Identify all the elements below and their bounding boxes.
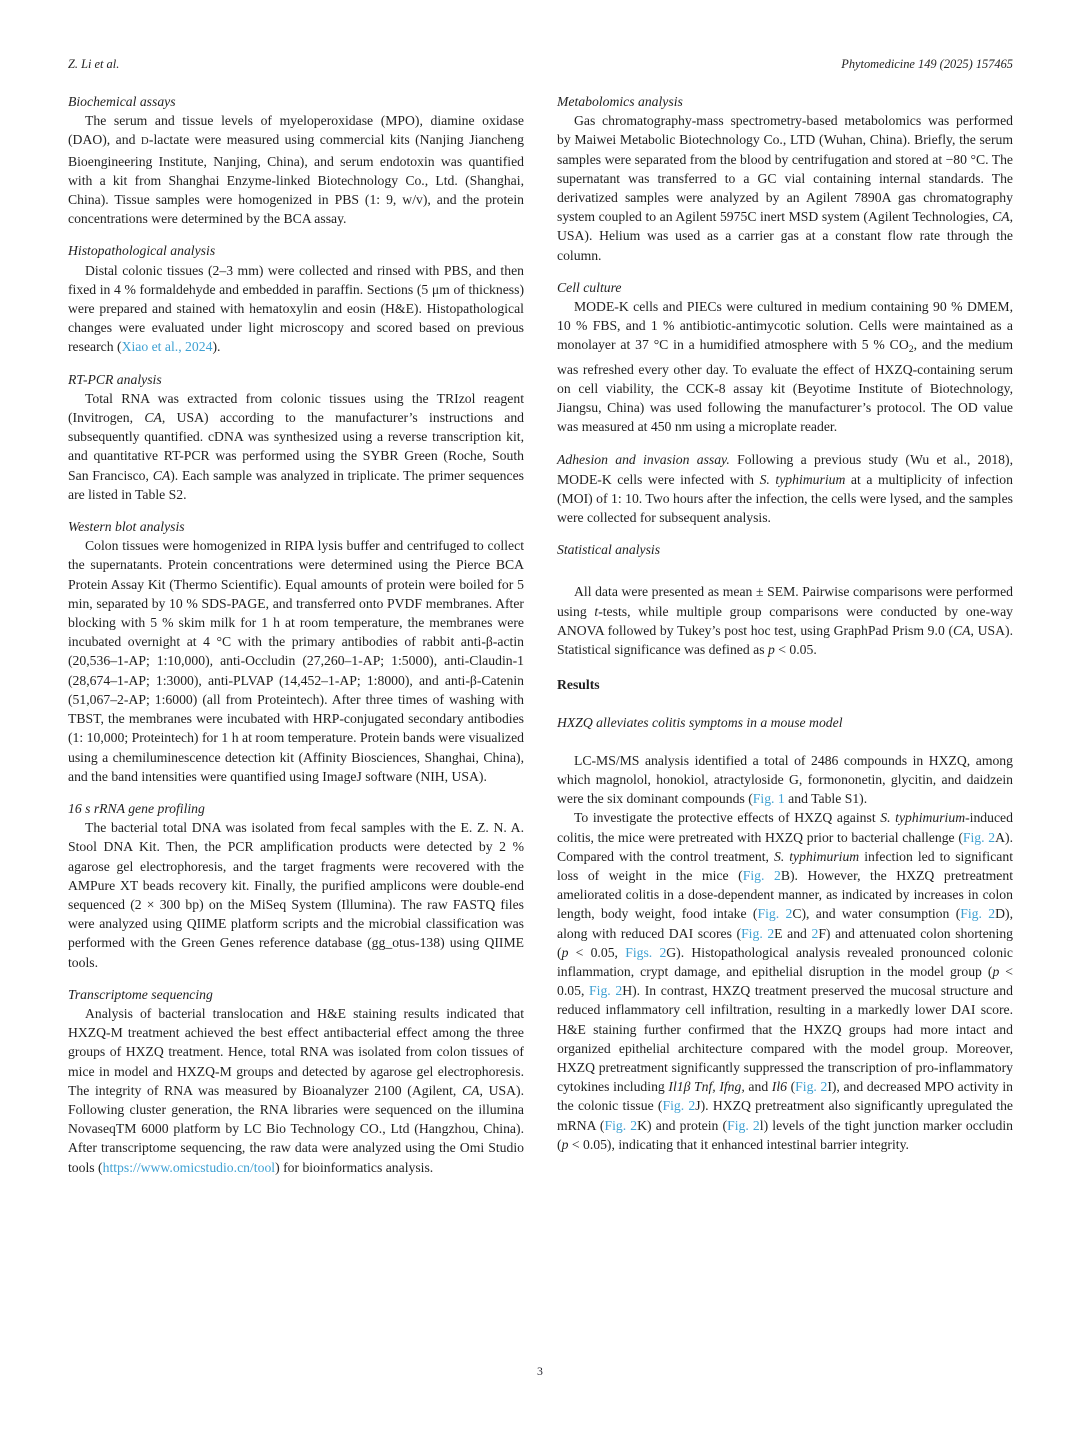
running-head-journal: Phytomedicine 149 (2025) 157465 xyxy=(841,57,1013,71)
text-segment: , USA). Statistical significance was defined as xyxy=(557,622,1013,658)
text-segment: < 0.05), indicating that it enhanced intestinal barrier integrity. xyxy=(568,1136,909,1152)
text-segment: CA xyxy=(992,209,1010,225)
figure-2g-link[interactable]: Figs. 2 xyxy=(625,944,667,960)
paragraph xyxy=(68,536,524,786)
paragraph xyxy=(557,751,1013,809)
text-segment: H). In contrast, HXZQ treatment preserved the mucosal structure and reduced inflammatory cell infiltration, resulting in a markedly lower DAI score. H&E staining further confirmed that the HXZQ groups had more intact and organized epithelial architecture compared with the model group. Moreover, HXZQ pretreatment significantly suppressed the transcription of pro-inflammatory cytokines including xyxy=(557,983,1013,1095)
text-segment: Adhesion and invasion assay. xyxy=(557,452,730,468)
figure-2i-link[interactable]: Fig. 2 xyxy=(795,1079,828,1095)
paragraph xyxy=(557,450,1013,527)
text-segment: S. typhimurium xyxy=(880,810,966,826)
text-segment: J). HXZQ pretreatment also significantly upregulated the mRNA ( xyxy=(557,1098,1014,1133)
paragraph xyxy=(557,808,1013,1154)
text-segment: -induced colitis, the mice were pretreated with HXZQ prior to bacterial challenge ( xyxy=(557,810,1013,845)
text-segment: , USA). Following cluster generation, the RNA libraries were sequenced on the illumina NovaseqTM 6000 platform by LC Bio Technology CO., Ltd (Hangzhou, China). After transcriptome sequencing, the raw data were analyzed using the Omi Studio tools ( xyxy=(68,1082,524,1175)
text-segment: and Table S1). xyxy=(784,791,868,807)
text-segment: Il6 xyxy=(771,1079,787,1095)
text-segment: CA xyxy=(953,622,971,638)
figure-2f-link[interactable]: 2 xyxy=(811,925,819,941)
text-segment: -lactate were measured using commercial kits (Nanjing Jiancheng Bioengineering Institute, Nanjing, China), and serum endotoxin was quantified with a kit from Shanghai Enzyme-linked Biotechnology Co., Ltd. (Shanghai, China). Tissue samples were homogenized in PBS (1: 9, w/v), and the protein concentrations were determined by the BCA assay. xyxy=(68,132,524,227)
figure-1-link[interactable]: Fig. 1 xyxy=(752,791,785,807)
text-segment: and xyxy=(744,1079,772,1095)
text-segment: LC-MS/MS analysis identified a total of 2486 compounds in HXZQ, among which magnolol, honokiol, atractyloside G, formononetin, glycitin, and daidzein were the six dominant compounds ( xyxy=(557,752,1013,807)
figure-2h-link[interactable]: Fig. 2 xyxy=(589,983,623,999)
column-right xyxy=(557,92,1013,1177)
text-segment: infection led to significant loss of weight in the mice ( xyxy=(557,848,1014,883)
section-heading: Western blot analysis xyxy=(68,519,185,535)
text-segment: p xyxy=(992,963,1000,979)
text-segment: , USA) according to the manufacturer’s instructions and subsequently quantified. cDNA was synthesized using a reverse transcription kit, and quantitative RT-PCR was performed using the SYBR Green (Roche, South San Francisco, xyxy=(68,410,525,483)
paragraph xyxy=(68,261,524,357)
text-segment: ) for bioinformatics analysis. xyxy=(275,1159,434,1175)
text-segment: C), and water consumption ( xyxy=(792,906,961,922)
paragraph xyxy=(68,389,524,504)
section-heading: Statistical analysis xyxy=(557,542,661,558)
text-segment: A). Compared with the control treatment, xyxy=(557,829,1013,864)
external-link-omicstudio[interactable]: https://www.omicstudio.cn/tool xyxy=(102,1159,276,1175)
text-segment: E and xyxy=(774,925,812,941)
section-heading: Biochemical assays xyxy=(68,94,176,109)
text-segment: D xyxy=(140,135,149,148)
text-segment: ( xyxy=(787,1079,796,1095)
text-segment: Il1β Tnf, Ifng, xyxy=(668,1079,745,1095)
text-segment: -tests, while multiple group comparisons were conducted by one-way ANOVA followed by Tukey’s post hoc test, using GraphPad Prism 9.0 ( xyxy=(557,603,1013,638)
text-segment: < 0.05, xyxy=(568,944,626,960)
citation-xiao-2024[interactable]: Xiao et al., 2024 xyxy=(121,339,213,355)
section-heading: HXZQ alleviates colitis symptoms in a mouse model xyxy=(557,715,843,731)
text-segment: at a multiplicity of infection (MOI) of 1: 10. Two hours after the infection, the cells were lysed, and the samples were collected for subsequent analysis. xyxy=(557,471,1013,526)
text-segment: The serum and tissue levels of myeloperoxidase (MPO), diamine oxidase (DAO), and xyxy=(68,113,524,148)
paragraph xyxy=(557,297,1013,436)
text-segment: p xyxy=(767,642,775,658)
text-segment: All data were presented as mean ± SEM. Pairwise comparisons were performed using xyxy=(557,584,1013,619)
text-segment: < 0.05, xyxy=(557,963,1013,999)
paragraph xyxy=(557,582,1013,659)
text-segment: p xyxy=(561,1136,569,1152)
text-segment: G). Histopathological analysis revealed pronounced colonic inflammation, crypt damage, and epithelial disruption in the model group ( xyxy=(557,944,1013,979)
section-heading: Histopathological analysis xyxy=(68,243,216,259)
running-head xyxy=(68,57,1013,71)
text-segment: K) and protein ( xyxy=(637,1117,728,1133)
text-segment: S. typhimurium xyxy=(773,848,860,864)
figure-2a-link[interactable]: Fig. 2 xyxy=(962,829,996,845)
figure-2b-link[interactable]: Fig. 2 xyxy=(742,867,781,883)
text-segment: Total RNA was extracted from colonic tissues using the TRIzol reagent (Invitrogen, xyxy=(68,390,524,426)
text-segment: 2 xyxy=(908,344,914,356)
text-segment: Following a previous study (Wu et al., 2018), MODE-K cells were infected with xyxy=(557,452,1014,487)
text-segment: CA xyxy=(152,467,171,483)
section-heading: Cell culture xyxy=(557,279,622,295)
text-segment: D), along with reduced DAI scores ( xyxy=(557,906,1014,941)
section-heading: Metabolomics analysis xyxy=(557,94,683,109)
text-segment: ). Each sample was analyzed in triplicate. The primer sequences are listed in Table S2. xyxy=(68,467,524,502)
text-segment: B). However, the HXZQ pretreatment ameliorated colitis in a dose-dependent manner, as indicated by increases in colon length, body weight, food intake ( xyxy=(557,867,1014,922)
paragraph xyxy=(557,111,1013,265)
text-segment: Distal colonic tissues (2–3 mm) were collected and rinsed with PBS, and then fixed in 4 % formaldehyde and embedded in paraffin. Sections (5 μm of thickness) were prepared and stained with hematoxylin and eosin (H&E). Histopathological changes were evaluated under light microscopy and scored based on previous research ( xyxy=(68,262,524,355)
text-segment: l) levels of the tight junction marker occludin ( xyxy=(557,1117,1013,1152)
figure-2l-link[interactable]: Fig. 2 xyxy=(727,1117,760,1133)
text-segment: To investigate the protective effects of HXZQ against xyxy=(574,810,881,826)
text-segment: The bacterial total DNA was isolated from fecal samples with the E. Z. N. A. Stool DNA Kit. Then, the PCR amplification products were detected by 2 % agarose gel electrophoresis, and the target fragments were recovered with the AMPure XT beads recovery kit. Finally, the purified amplicons were double-end sequenced (2 × 300 bp) on the MiSeq System (Illumina). The raw FASTQ files were analyzed using QIIME platform scripts and the microbial classification was performed with the Green Genes reference database (gg_otus-138) using QIIME tools. xyxy=(68,820,524,970)
text-segment: < 0.05. xyxy=(774,642,817,658)
figure-2k-link[interactable]: Fig. 2 xyxy=(604,1117,638,1133)
text-segment: , USA). Helium was used as a carrier gas at a constant flow rate through the column. xyxy=(557,209,1013,263)
section-heading: Transcriptome sequencing xyxy=(68,986,213,1002)
paragraph xyxy=(68,1004,524,1177)
section-heading: 16 s rRNA gene profiling xyxy=(68,800,205,816)
text-segment: t xyxy=(594,603,599,619)
running-head-author: Z. Li et al. xyxy=(68,57,120,71)
section-heading: RT-PCR analysis xyxy=(68,371,162,387)
text-segment: CA xyxy=(144,410,162,426)
results-heading: Results xyxy=(557,677,600,693)
page-content xyxy=(68,92,1013,1177)
text-segment: , and the medium was refreshed every other day. To evaluate the effect of HXZQ-containing serum on cell viability, the CCK-8 assay kit (Beyotime Institute of Biotechnology, Jiangsu, China) was used following the manufacturer’s protocol. The OD value was measured at 450 nm using a microplate reader. xyxy=(557,337,1014,435)
text-segment: I), and decreased MPO activity in the colonic tissue ( xyxy=(557,1079,1013,1114)
paragraph xyxy=(68,818,524,972)
column-left xyxy=(68,92,524,1177)
text-segment: S. typhimurium xyxy=(759,471,846,487)
text-segment: Colon tissues were homogenized in RIPA lysis buffer and centrifuged to collect the supernatants. Protein concentrations were determined using the Pierce BCA Protein Assay Kit (Thermo Scientific). Equal amounts of protein were boiled for 5 min, separated by 10 % SDS-PAGE, and transferred onto PVDF membranes. After blocking with 5 % skim milk for 1 h at room temperature, the membranes were incubated overnight at 4 °C with the primary antibodies of rabbit anti-β-actin (20,536–1-AP; 1:10,000), anti-Occludin (27,260–1-AP; 1:5000), anti-Claudin-1 (28,674–1-AP; 1:3000), anti-PLVAP (14,452–1-AP; 1:8000), and anti-β-Catenin (51,067–2-AP; 1:6000) (all from Proteintech). After three times of washing with TBST, the membranes were incubated with HRP-conjugated secondary antibodies (1: 10,000; Proteintech) for 1 h at room temperature. Protein bands were visualized using a chemiluminescence detection kit (Affinity Biosciences, Shanghai, China), and the band intensities were quantified using ImageJ software (NIH, USA). xyxy=(68,538,524,784)
figure-2j-link[interactable]: Fig. 2 xyxy=(662,1098,696,1114)
text-segment: Gas chromatography-mass spectrometry-based metabolomics was performed by Maiwei Metabolic Biotechnology Co., LTD (Wuhan, China). Briefly, the serum samples were separated from the blood by centrifugation and stored at −80 °C. The supernatant was transferred to a GC vial containing internal standards. The derivatized samples were analyzed by an Agilent 7890A gas chromatography system coupled to an Agilent 5975C inert MSD system (Agilent Technologies, xyxy=(557,113,1013,225)
text-segment: F) and attenuated colon shortening ( xyxy=(557,925,1014,960)
figure-2e-link[interactable]: Fig. 2 xyxy=(741,925,775,941)
text-segment: ). xyxy=(212,339,221,355)
text-segment: Analysis of bacterial translocation and H&E staining results indicated that HXZQ-M treatment achieved the best effect antibacterial effect among the three groups of HXZQ treatment. Hence, total RNA was isolated from colon tissues of mice in model and HXZQ-M groups and detected by agarose gel electrophoresis. The integrity of RNA was measured by Bioanalyzer 2100 (Agilent, xyxy=(68,1005,524,1098)
text-segment: MODE-K cells and PIECs were cultured in medium containing 90 % DMEM, 10 % FBS, and 1 % antibiotic-antimycotic solution. Cells were maintained as a monolayer at 37 °C in a humidified atmosphere with 5 % CO xyxy=(557,299,1013,353)
text-segment: p xyxy=(561,944,569,960)
page-number: 3 xyxy=(537,1364,543,1378)
figure-2d-link[interactable]: Fig. 2 xyxy=(960,906,996,922)
text-segment: CA xyxy=(462,1082,480,1098)
figure-2c-link[interactable]: Fig. 2 xyxy=(757,906,793,922)
paragraph xyxy=(68,111,524,228)
